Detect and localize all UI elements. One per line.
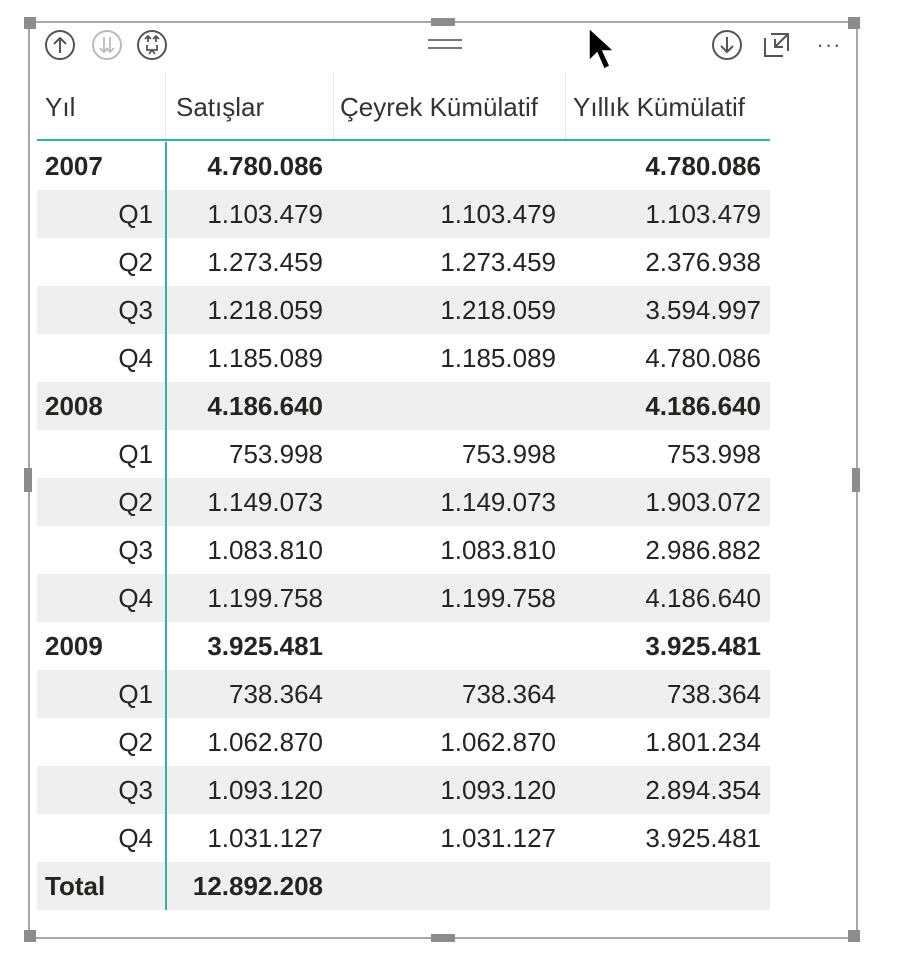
year-cumulative-cell: 3.925.481 xyxy=(645,631,761,661)
quarter-cumulative-cell: 753.998 xyxy=(462,439,556,469)
more-options-icon[interactable]: ··· xyxy=(816,32,842,57)
year-cumulative-cell: 4.780.086 xyxy=(645,343,761,373)
table-row[interactable] xyxy=(37,670,770,718)
quarter-cumulative-cell xyxy=(337,862,556,910)
drill-up-icon[interactable] xyxy=(44,29,76,61)
row-label: Q2 xyxy=(118,727,153,757)
sales-cell: 1.199.758 xyxy=(207,583,323,613)
table-row[interactable] xyxy=(37,526,770,574)
header-underline xyxy=(37,139,770,141)
year-cumulative-cell: 2.894.354 xyxy=(645,775,761,805)
column-header-year-cumulative[interactable]: Yıllık Kümülatif xyxy=(573,91,745,122)
quarter-cumulative-cell: 1.199.758 xyxy=(440,583,556,613)
focus-mode-icon[interactable] xyxy=(761,29,793,61)
year-cumulative-cell: 3.594.997 xyxy=(645,295,761,325)
quarter-cumulative-cell: 1.062.870 xyxy=(440,727,556,757)
table-row[interactable] xyxy=(37,238,770,286)
sales-cell: 1.103.479 xyxy=(207,199,323,229)
resize-handle[interactable] xyxy=(24,17,36,29)
column-divider xyxy=(565,73,566,139)
column-divider xyxy=(165,73,166,139)
table-row[interactable] xyxy=(37,190,770,238)
sales-cell: 1.273.459 xyxy=(207,247,323,277)
row-label: Q3 xyxy=(118,295,153,325)
year-cumulative-cell: 1.103.479 xyxy=(645,199,761,229)
quarter-cumulative-cell: 1.218.059 xyxy=(440,295,556,325)
sales-cell: 1.149.073 xyxy=(207,487,323,517)
column-header-sales[interactable]: Satışlar xyxy=(176,91,265,122)
sales-cell: 3.925.481 xyxy=(207,631,323,661)
year-cumulative-cell: 738.364 xyxy=(667,679,761,709)
quarter-cumulative-cell: 1.083.810 xyxy=(440,535,556,565)
drill-down-all-icon[interactable] xyxy=(91,29,123,61)
quarter-cumulative-cell xyxy=(337,622,556,670)
row-label: Q4 xyxy=(118,583,153,613)
sales-cell: 12.892.208 xyxy=(192,871,323,901)
quarter-cumulative-cell: 1.149.073 xyxy=(440,487,556,517)
sales-cell: 1.093.120 xyxy=(207,775,323,805)
quarter-cumulative-cell: 1.103.479 xyxy=(440,199,556,229)
row-label: 2008 xyxy=(45,391,103,421)
row-label: Q3 xyxy=(118,775,153,805)
row-header-divider xyxy=(165,142,167,910)
row-label: Q2 xyxy=(118,487,153,517)
row-label: Q3 xyxy=(118,535,153,565)
row-label: Q4 xyxy=(118,343,153,373)
table-visual[interactable] xyxy=(28,21,858,939)
row-label: Q1 xyxy=(118,439,153,469)
sales-cell: 738.364 xyxy=(229,679,323,709)
row-label: Total xyxy=(45,871,106,901)
quarter-cumulative-cell: 1.185.089 xyxy=(440,343,556,373)
year-cumulative-cell: 3.925.481 xyxy=(645,823,761,853)
visual-header xyxy=(30,23,856,63)
year-cumulative-cell: 2.376.938 xyxy=(645,247,761,277)
table-row[interactable] xyxy=(37,766,770,814)
resize-handle[interactable] xyxy=(24,468,32,492)
sales-cell: 1.031.127 xyxy=(207,823,323,853)
year-cumulative-cell: 4.780.086 xyxy=(645,151,761,181)
column-header-year[interactable]: Yıl xyxy=(45,91,76,122)
quarter-cumulative-cell: 1.031.127 xyxy=(440,823,556,853)
table-row[interactable] xyxy=(37,718,770,766)
year-cumulative-cell: 4.186.640 xyxy=(645,391,761,421)
row-label: 2009 xyxy=(45,631,103,661)
table-row[interactable] xyxy=(37,430,770,478)
resize-handle[interactable] xyxy=(24,930,36,942)
table-row-group[interactable] xyxy=(37,622,770,670)
resize-handle[interactable] xyxy=(852,468,860,492)
resize-handle[interactable] xyxy=(431,934,455,942)
year-cumulative-cell: 1.801.234 xyxy=(645,727,761,757)
expand-hierarchy-icon[interactable] xyxy=(136,29,168,61)
row-label: Q1 xyxy=(118,679,153,709)
column-divider xyxy=(333,73,334,139)
resize-handle[interactable] xyxy=(431,18,455,26)
table-row[interactable] xyxy=(37,574,770,622)
year-cumulative-cell: 753.998 xyxy=(667,439,761,469)
table-row[interactable] xyxy=(37,814,770,862)
sales-cell: 753.998 xyxy=(229,439,323,469)
sales-cell: 1.185.089 xyxy=(207,343,323,373)
quarter-cumulative-cell: 738.364 xyxy=(462,679,556,709)
table-row[interactable] xyxy=(37,478,770,526)
year-cumulative-cell: 2.986.882 xyxy=(645,535,761,565)
row-label: Q2 xyxy=(118,247,153,277)
year-cumulative-cell xyxy=(567,862,761,910)
sales-cell: 1.062.870 xyxy=(207,727,323,757)
table-row-group[interactable] xyxy=(37,142,770,190)
row-label: 2007 xyxy=(45,151,103,181)
table-row-group[interactable] xyxy=(37,382,770,430)
quarter-cumulative-cell xyxy=(337,382,556,430)
mouse-cursor-icon xyxy=(588,27,618,73)
quarter-cumulative-cell: 1.093.120 xyxy=(440,775,556,805)
sales-cell: 1.083.810 xyxy=(207,535,323,565)
table-row[interactable] xyxy=(37,286,770,334)
sales-cell: 1.218.059 xyxy=(207,295,323,325)
table-row[interactable] xyxy=(37,334,770,382)
drill-mode-icon[interactable] xyxy=(711,29,743,61)
year-cumulative-cell: 1.903.072 xyxy=(645,487,761,517)
quarter-cumulative-cell: 1.273.459 xyxy=(440,247,556,277)
row-label: Q4 xyxy=(118,823,153,853)
table-row-group[interactable] xyxy=(37,862,770,910)
sales-cell: 4.186.640 xyxy=(207,391,323,421)
resize-handle[interactable] xyxy=(848,930,860,942)
quarter-cumulative-cell xyxy=(337,142,556,190)
sales-cell: 4.780.086 xyxy=(207,151,323,181)
resize-handle[interactable] xyxy=(848,17,860,29)
row-label: Q1 xyxy=(118,199,153,229)
year-cumulative-cell: 4.186.640 xyxy=(645,583,761,613)
column-header-quarter-cumulative[interactable]: Çeyrek Kümülatif xyxy=(340,91,538,122)
drag-handle-icon[interactable] xyxy=(427,37,463,49)
